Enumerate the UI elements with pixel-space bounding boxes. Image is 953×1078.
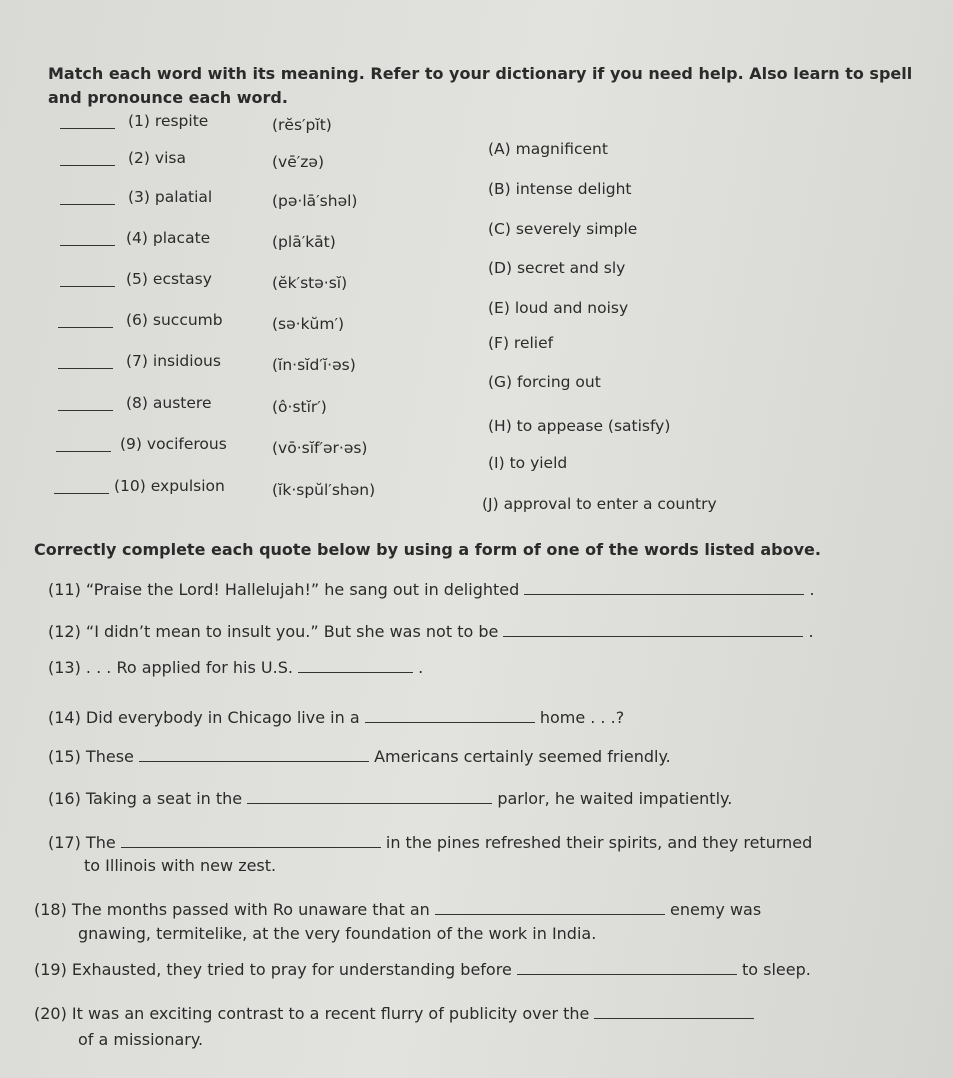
word-item [126,229,210,247]
section-2-heading: Correctly complete each quote below by using a form of one of the words listed above. [34,540,821,559]
meaning-item: (A) magnificent [488,140,608,158]
meaning-item: (I) to yield [488,454,568,472]
quote-item [48,789,732,809]
quote-text-after: . [808,622,814,641]
answer-blank[interactable] [58,315,113,328]
quote-text-before: (12) “I didn’t mean to insult you.” But she was not to be [48,622,499,641]
meaning-item: (F) relief [488,334,554,352]
word-number: (6) [126,311,148,329]
answer-blank[interactable] [60,116,115,129]
word-text: visa [154,149,186,167]
word-text: succumb [152,311,223,329]
answer-blank[interactable] [54,481,109,494]
word-pronunciation: (ĕk′stə·sĭ) [272,274,348,292]
quote-text-after: enemy was [670,900,762,919]
quote-item [48,580,815,600]
word-pronunciation: (vē′zə) [272,153,324,171]
quote-text-before: (19) Exhausted, they tried to pray for understanding before [34,960,512,979]
quote-text-before: (11) “Praise the Lord! Hallelujah!” he sang out in delighted [48,580,520,599]
word-text: expulsion [150,477,225,495]
word-item [126,311,223,329]
word-number: (8) [126,394,148,412]
word-text: insidious [152,352,221,370]
word-item [120,435,227,453]
word-pronunciation: (sə·kŭm′) [272,315,345,333]
word-item [128,149,186,167]
quote-continuation: to Illinois with new zest. [84,856,277,875]
quote-continuation: gnawing, termitelike, at the very foundation of the work in India. [78,924,597,943]
quote-answer-blank[interactable] [298,658,413,673]
quote-text-after: Americans certainly seemed friendly. [374,747,671,766]
answer-blank[interactable] [60,153,115,166]
word-pronunciation: (plā′kāt) [272,233,336,251]
word-number: (10) [114,477,146,495]
instructions-line-1: Match each word with its meaning. Refer to your dictionary if you need help. Also learn to spell [48,64,913,83]
quote-text-after: home . . .? [539,708,625,727]
answer-blank[interactable] [60,233,115,246]
quote-item [34,960,811,980]
word-pronunciation: (vō·sĭf′ər·əs) [272,439,368,457]
meaning-item: (B) intense delight [488,180,632,198]
quote-answer-blank[interactable] [247,789,492,804]
word-item [128,188,212,206]
quote-answer-blank[interactable] [435,900,665,915]
word-text: respite [154,112,209,130]
quote-item [48,658,423,678]
word-number: (9) [120,435,142,453]
quote-answer-blank[interactable] [594,1004,754,1019]
quote-answer-blank[interactable] [503,622,803,637]
word-item [128,112,208,130]
quote-item [48,833,812,853]
word-item [126,270,212,288]
word-pronunciation: (ĭk·spŭl′shən) [272,481,376,499]
quote-answer-blank[interactable] [139,747,369,762]
answer-blank[interactable] [58,398,113,411]
answer-blank[interactable] [58,356,113,369]
quote-text-after: . [809,580,815,599]
quote-item [34,1004,754,1024]
meaning-item: (H) to appease (satisfy) [488,417,671,435]
quote-text-after: to sleep. [741,960,811,979]
quote-text-before: (17) The [48,833,116,852]
quote-item [34,900,761,920]
quote-item [48,747,671,767]
quote-text-after: in the pines refreshed their spirits, and they returned [385,833,813,852]
quote-answer-blank[interactable] [121,833,381,848]
word-item [126,394,212,412]
word-text: vociferous [146,435,227,453]
word-pronunciation: (ô·stĭr′) [272,398,327,416]
word-text: ecstasy [152,270,212,288]
meaning-item: (D) secret and sly [488,259,626,277]
word-number: (5) [126,270,148,288]
quote-answer-blank[interactable] [365,708,535,723]
word-pronunciation: (rĕs′pĭt) [272,116,332,134]
instructions-line-2: and pronounce each word. [48,88,288,107]
quote-text-before: (20) It was an exciting contrast to a recent flurry of publicity over the [34,1004,590,1023]
quote-text-after: . [418,658,424,677]
meaning-item: (G) forcing out [488,373,601,391]
meaning-item: (C) severely simple [488,220,638,238]
word-number: (4) [126,229,148,247]
quote-text-before: (13) . . . Ro applied for his U.S. [48,658,293,677]
quote-text-before: (18) The months passed with Ro unaware that an [34,900,430,919]
word-item [126,352,221,370]
word-number: (3) [128,188,150,206]
word-text: placate [152,229,211,247]
word-pronunciation: (pə·lā′shəl) [272,192,358,210]
quote-item [48,622,814,642]
answer-blank[interactable] [56,439,111,452]
quote-text-before: (15) These [48,747,134,766]
meaning-item: (J) approval to enter a country [482,495,717,513]
answer-blank[interactable] [60,192,115,205]
quote-answer-blank[interactable] [524,580,804,595]
quote-text-after: parlor, he waited impatiently. [497,789,733,808]
answer-blank[interactable] [60,274,115,287]
quote-text-before: (16) Taking a seat in the [48,789,243,808]
quote-continuation: of a missionary. [78,1030,204,1049]
quote-answer-blank[interactable] [517,960,737,975]
meaning-item: (E) loud and noisy [488,299,629,317]
quote-text-before: (14) Did everybody in Chicago live in a [48,708,360,727]
word-text: palatial [154,188,213,206]
quote-item [48,708,624,728]
word-pronunciation: (ĭn·sĭd′ĭ·əs) [272,356,356,374]
word-number: (1) [128,112,150,130]
word-number: (7) [126,352,148,370]
word-number: (2) [128,149,150,167]
word-text: austere [152,394,212,412]
word-item [114,477,225,495]
